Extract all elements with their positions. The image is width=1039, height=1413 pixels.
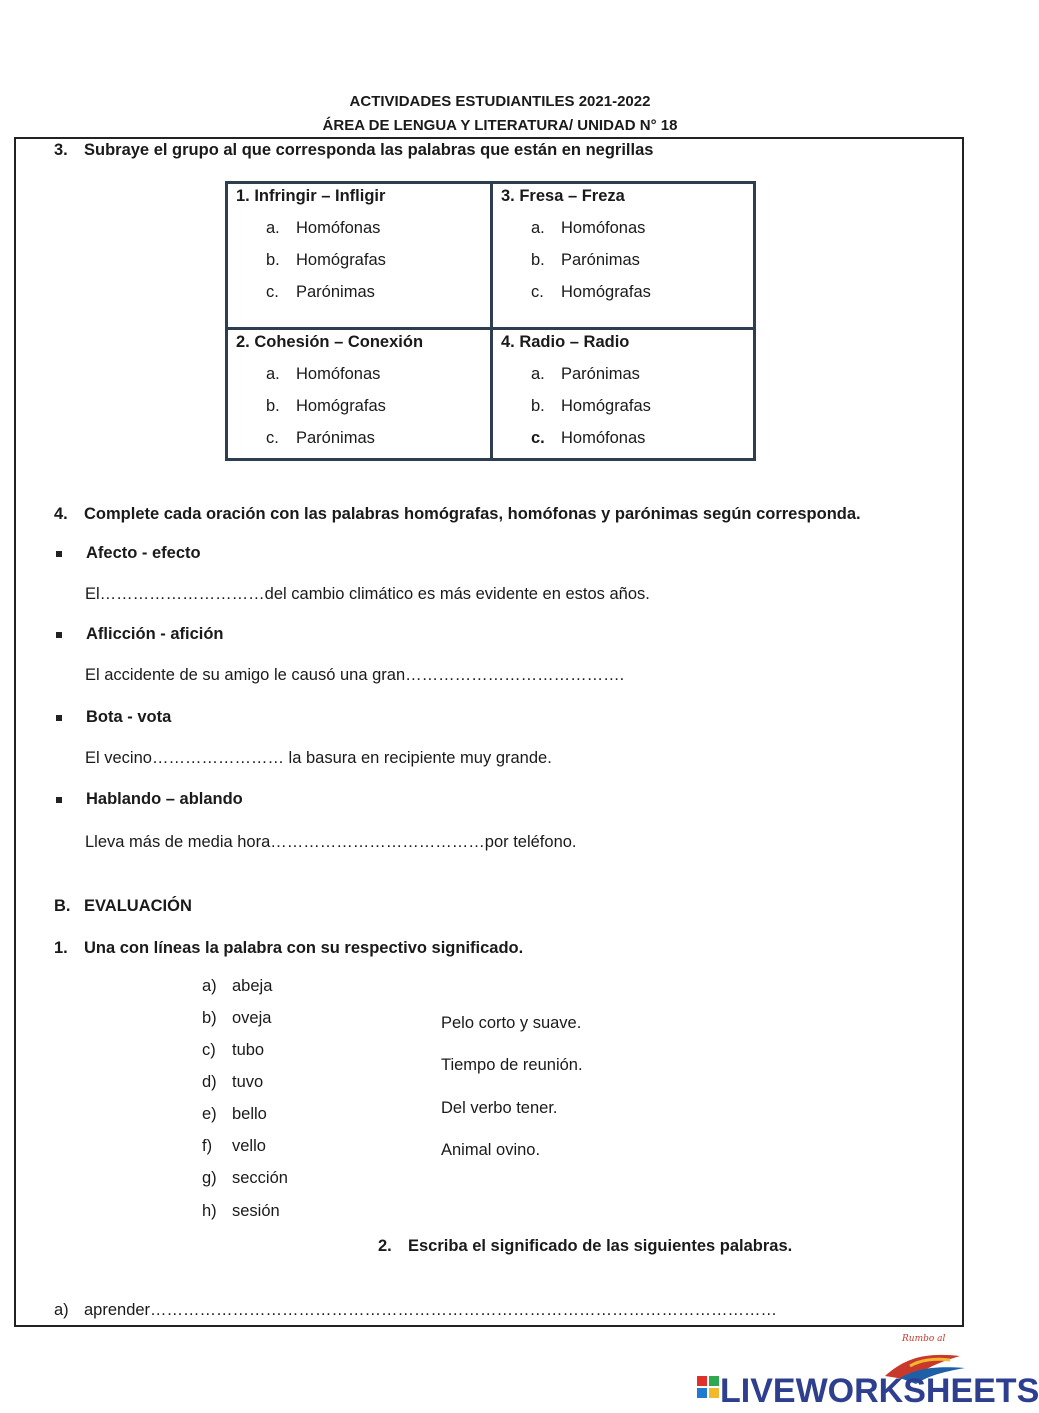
question-3 <box>54 141 653 160</box>
bullet-icon <box>56 797 62 803</box>
option-b[interactable]: b. Homógrafas <box>531 397 651 415</box>
question-b2 <box>378 1237 792 1256</box>
fill-sentence-3[interactable]: El vecino…………………… la basura en recipiente muy grande. <box>85 749 552 767</box>
option-a[interactable]: a. Homófonas <box>531 219 646 237</box>
question-text: Subraye el grupo al que corresponda las palabras que están en negrillas <box>84 141 654 159</box>
table-cell-2 <box>228 330 490 458</box>
section-b-heading: B. EVALUACIÓN <box>54 897 192 915</box>
option-a[interactable]: a. Homófonas <box>266 219 381 237</box>
cell-title: 4. Radio – Radio <box>501 333 630 351</box>
option-c[interactable]: c. Parónimas <box>266 429 375 447</box>
option-a[interactable]: a. Parónimas <box>531 365 640 383</box>
meaning-item[interactable]: Tiempo de reunión. <box>441 1056 583 1074</box>
word-pair-3: Bota - vota <box>56 708 171 727</box>
word-pair-4: Hablando – ablando <box>56 790 243 809</box>
word-item[interactable]: e) bello <box>202 1105 267 1123</box>
option-c[interactable]: c. Parónimas <box>266 283 375 301</box>
option-b[interactable]: b. Parónimas <box>531 251 640 269</box>
option-b[interactable]: b. Homógrafas <box>266 397 386 415</box>
option-b[interactable]: b. Homógrafas <box>266 251 386 269</box>
word-item[interactable]: d) tuvo <box>202 1073 264 1091</box>
table-cell-1 <box>228 184 490 327</box>
option-a[interactable]: a. Homófonas <box>266 365 381 383</box>
question-number: 1. <box>54 939 68 957</box>
option-c[interactable]: c. Homófonas <box>531 429 646 447</box>
question-b1 <box>54 939 523 958</box>
live-badge-icon <box>697 1376 719 1398</box>
brand-tag: Rumbo al <box>902 1334 946 1344</box>
question-number: 4. <box>54 505 68 523</box>
question-number: 3. <box>54 141 68 159</box>
meaning-item[interactable]: Del verbo tener. <box>441 1099 558 1117</box>
table-cell-4 <box>493 330 753 458</box>
fill-sentence-4[interactable]: Lleva más de media hora…………………………………por teléfono. <box>85 833 577 851</box>
word-pair-1: Afecto - efecto <box>56 544 201 563</box>
fill-sentence-2[interactable]: El accidente de su amigo le causó una gran…………………………………. <box>85 666 625 684</box>
bullet-icon <box>56 715 62 721</box>
word-pair-2: Aflicción - afición <box>56 625 224 644</box>
bullet-icon <box>56 632 62 638</box>
question-4 <box>54 505 861 524</box>
question-text: Una con líneas la palabra con su respectivo significado. <box>84 939 524 957</box>
word-item[interactable]: a) abeja <box>202 977 273 995</box>
cell-title: 1. Infringir – Infligir <box>236 187 386 205</box>
word-item[interactable]: b) oveja <box>202 1009 272 1027</box>
brand-wordmark: LIVEWORKSHEETS <box>720 1372 1039 1410</box>
options-table <box>225 181 756 461</box>
question-number: 2. <box>378 1237 392 1255</box>
word-item[interactable]: c) tubo <box>202 1041 265 1059</box>
header-line-2: ÁREA DE LENGUA Y LITERATURA/ UNIDAD N° 18 <box>322 117 678 134</box>
question-text: Escriba el significado de las siguientes palabras. <box>408 1237 793 1255</box>
word-item[interactable]: g) sección <box>202 1169 288 1187</box>
question-text: Complete cada oración con las palabras homógrafas, homófonas y parónimas según corresponda. <box>84 505 861 523</box>
definition-line[interactable]: a) aprender…………………………………………………………………………………………………… <box>54 1301 778 1319</box>
word-item[interactable]: f) vello <box>202 1137 266 1155</box>
header-line-1: ACTIVIDADES ESTUDIANTILES 2021-2022 <box>349 93 651 110</box>
fill-sentence-1[interactable]: El…………………………del cambio climático es más evidente en estos años. <box>85 585 650 603</box>
bullet-icon <box>56 551 62 557</box>
option-c[interactable]: c. Homógrafas <box>531 283 651 301</box>
table-cell-3 <box>493 184 753 327</box>
word-item[interactable]: h) sesión <box>202 1202 280 1220</box>
meaning-item[interactable]: Pelo corto y suave. <box>441 1014 582 1032</box>
cell-title: 2. Cohesión – Conexión <box>236 333 424 351</box>
cell-title: 3. Fresa – Freza <box>501 187 625 205</box>
meaning-item[interactable]: Animal ovino. <box>441 1141 541 1159</box>
